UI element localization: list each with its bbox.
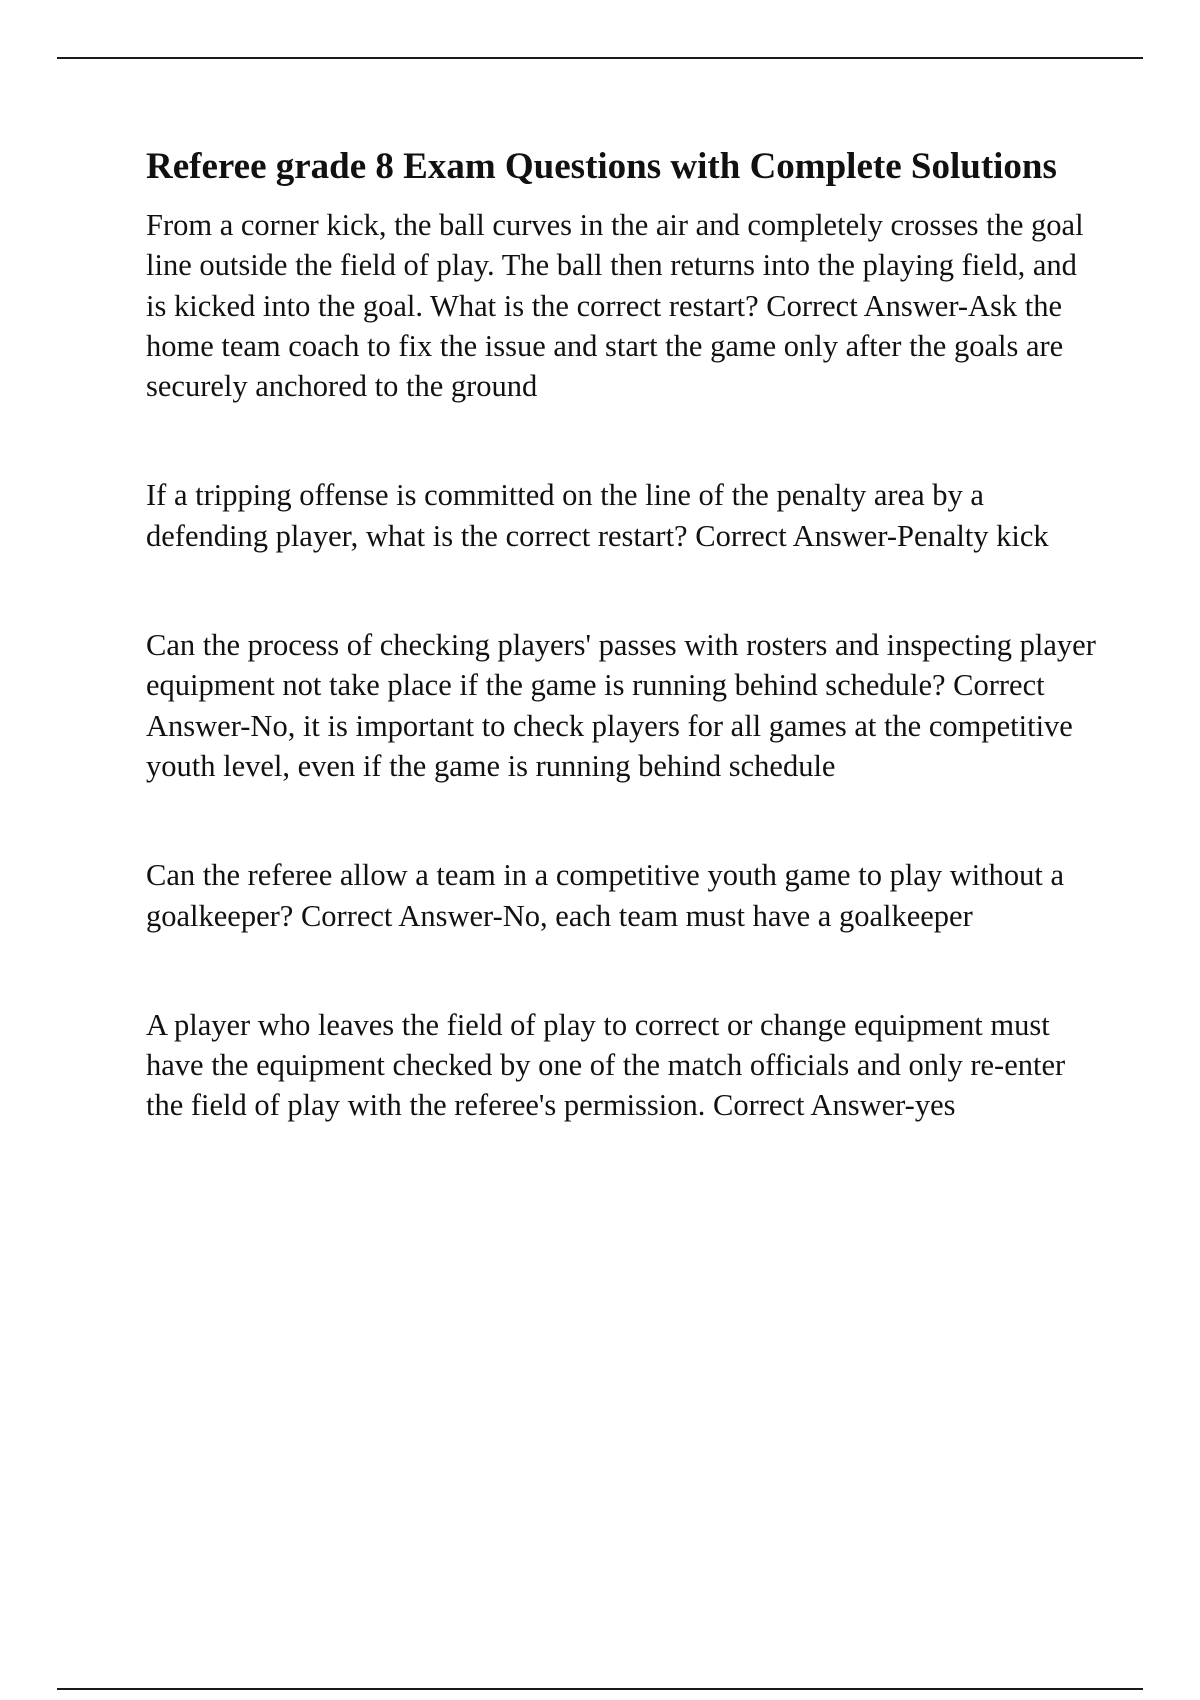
- document-title: Referee grade 8 Exam Questions with Complete Solutions: [146, 146, 1057, 187]
- qa-item-3: Can the process of checking players' passes with rosters and inspecting player equipment not take place if the game is running behind schedule? Correct Answer-No, it is important to check players for all games at the competitive youth level, even if the game is running behind schedule: [146, 628, 1096, 783]
- bottom-divider: [57, 1688, 1143, 1690]
- document-body: [146, 142, 1096, 1126]
- qa-item-4: Can the referee allow a team in a competitive youth game to play without a goalkeeper? Correct Answer-No, each team must have a goalkeeper: [146, 858, 1065, 933]
- top-divider: [57, 57, 1143, 59]
- qa-item-5: A player who leaves the field of play to correct or change equipment must have the equipment checked by one of the match officials and only re-enter the field of play with the referee's permission. Correct Answer-yes: [146, 1007, 1066, 1123]
- qa-item-1: From a corner kick, the ball curves in the air and completely crosses the goal line outside the field of play. The ball then returns into the playing field, and is kicked into the goal. What is the correct restart? Correct Answer-Ask the home team coach to fix the issue and start the game only after the goals are securely anchored to the ground: [146, 208, 1084, 404]
- qa-item-2: If a tripping offense is committed on the line of the penalty area by a defending player, what is the correct restart? Correct Answer-Penalty kick: [146, 478, 1049, 553]
